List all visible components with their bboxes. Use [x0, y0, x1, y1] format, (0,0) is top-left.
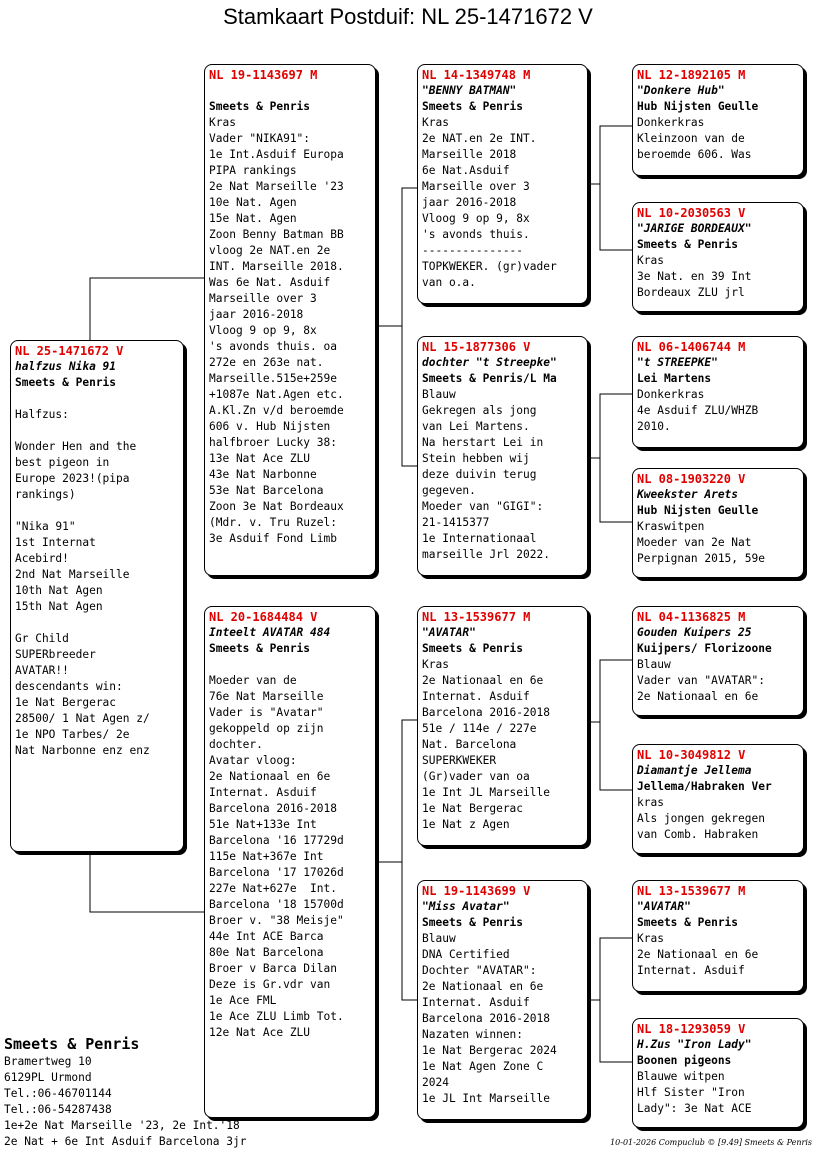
note-line: 28500/ 1 Nat Agen z/ — [15, 712, 150, 725]
note-line: 44e Int ACE Barca — [209, 930, 324, 943]
pigeon-notes — [637, 253, 799, 301]
note-line: Moeder van 2e Nat — [637, 536, 752, 549]
note-line: 80e Nat Barcelona — [209, 946, 324, 959]
pigeon-owner: Boonen pigeons — [637, 1054, 732, 1067]
note-line: 2010. — [637, 420, 671, 433]
pigeon-owner: Smeets & Penris — [422, 916, 524, 929]
pigeon-notes — [637, 519, 799, 567]
note-line: 10th Nat Agen — [15, 584, 103, 597]
pigeon-notes — [637, 657, 799, 705]
pigeon-notes — [422, 657, 583, 833]
pigeon-name: "Miss Avatar" — [422, 900, 510, 913]
pigeon-notes — [422, 387, 583, 563]
note-line: Halfzus: — [15, 408, 69, 421]
ring-number: NL 15-1877306 V — [422, 340, 531, 354]
note-line: Donkerkras — [637, 388, 705, 401]
note-line: jaar 2016-2018 — [422, 196, 517, 209]
note-line: Nat. Barcelona — [422, 738, 517, 751]
note-line: 53e Nat Barcelona — [209, 484, 324, 497]
note-line: van o.a. — [422, 276, 476, 289]
pigeon-card-ggp-3[interactable] — [632, 336, 804, 448]
note-line: Lady": 3e Nat ACE — [637, 1102, 752, 1115]
pigeon-notes — [15, 391, 179, 759]
pigeon-owner: Lei Martens — [637, 372, 712, 385]
breeder-phone-1: Tel.:06-46701144 — [4, 1087, 112, 1100]
note-line: 227e Nat+627e Int. — [209, 882, 337, 895]
note-line: Deze is Gr.vdr van — [209, 978, 331, 991]
note-line: Broer v Barca Dilan — [209, 962, 337, 975]
note-line: +1087e Nat.Agen etc. — [209, 388, 344, 401]
note-line: Avatar vloog: — [209, 754, 297, 767]
pigeon-card-sire-dam[interactable] — [417, 336, 588, 576]
pigeon-notes — [209, 115, 371, 547]
ring-number: NL 10-2030563 V — [637, 206, 746, 220]
breeder-result-1: 1e+2e Nat Marseille '23, 2e Int.'18 — [4, 1119, 240, 1132]
note-line — [15, 615, 179, 631]
pigeon-name: "AVATAR" — [422, 626, 476, 639]
note-line: Als jongen gekregen — [637, 812, 765, 825]
ring-number: NL 04-1136825 M — [637, 610, 746, 624]
note-line: 1st Internat — [15, 536, 96, 549]
note-line: AVATAR!! — [15, 664, 69, 677]
pigeon-owner: Hub Nijsten Geulle — [637, 504, 759, 517]
pigeon-card-ggp-2[interactable] — [632, 202, 804, 312]
note-line: Was 6e Nat. Asduif — [209, 276, 331, 289]
ring-number: NL 19-1143697 M — [209, 68, 318, 82]
note-line: van Lei Martens. — [422, 420, 530, 433]
note-line: 1e Ace ZLU Limb Tot. — [209, 1010, 344, 1023]
note-line: Blauwe witpen — [637, 1070, 725, 1083]
note-line: deze duivin terug — [422, 468, 537, 481]
note-line: Kras — [209, 116, 236, 129]
note-line: 2e Nationaal en 6e — [637, 948, 759, 961]
pigeon-owner: Smeets & Penris — [637, 238, 739, 251]
note-line: 21-1415377 — [422, 516, 490, 529]
note-line: 51e / 114e / 227e — [422, 722, 537, 735]
note-line: Kras — [637, 932, 664, 945]
ring-number: NL 06-1406744 M — [637, 340, 746, 354]
note-line: 6e Nat.Asduif — [422, 164, 510, 177]
note-line: Dochter "AVATAR": — [422, 964, 537, 977]
note-line: Bordeaux ZLU jrl — [637, 286, 745, 299]
ring-number: NL 13-1539677 M — [422, 610, 531, 624]
note-line: Internat. Asduif — [637, 964, 745, 977]
pigeon-name: "AVATAR" — [637, 900, 691, 913]
note-line: rankings) — [15, 488, 76, 501]
note-line: 1e Nat Bergerac 2024 — [422, 1044, 557, 1057]
note-line: Perpignan 2015, 59e — [637, 552, 765, 565]
pigeon-card-ggp-5[interactable] — [632, 606, 804, 716]
note-line: Kras — [422, 658, 449, 671]
pigeon-name: Inteelt AVATAR 484 — [209, 626, 331, 639]
pigeon-notes — [637, 115, 799, 163]
note-line: SUPERKWEKER — [422, 754, 497, 767]
note-line: 115e Nat+367e Int — [209, 850, 324, 863]
pigeon-card-ggp-1[interactable] — [632, 64, 804, 176]
pigeon-owner: Kuijpers/ Florizoone — [637, 642, 772, 655]
note-line: (Mdr. v. Tru Ruzel: — [209, 516, 337, 529]
note-line: 's avonds thuis. oa — [209, 340, 337, 353]
note-line: PIPA rankings — [209, 164, 297, 177]
note-line: Internat. Asduif — [422, 996, 530, 1009]
note-line: 12e Nat Ace ZLU — [209, 1026, 311, 1039]
note-line: 3e Nat. en 39 Int — [637, 270, 752, 283]
note-line: Na herstart Lei in — [422, 436, 544, 449]
note-line: Gr Child — [15, 632, 69, 645]
note-line: 1e Nat Bergerac — [15, 696, 117, 709]
note-line: gegeven. — [422, 484, 476, 497]
note-line: descendants win: — [15, 680, 123, 693]
note-line: 606 v. Hub Nijsten — [209, 420, 331, 433]
note-line: Barcelona 2016-2018 — [209, 802, 337, 815]
note-line: Zoon 3e Nat Bordeaux — [209, 500, 344, 513]
note-line: Barcelona 2016-2018 — [422, 1012, 550, 1025]
note-line: dochter. — [209, 738, 263, 751]
pigeon-notes — [637, 931, 799, 979]
ring-number: NL 08-1903220 V — [637, 472, 746, 486]
pigeon-card-dam-sire[interactable] — [417, 606, 588, 846]
note-line: 15e Nat. Agen — [209, 212, 297, 225]
pigeon-owner: Smeets & Penris — [15, 376, 117, 389]
note-line: Marseille.515e+259e — [209, 372, 337, 385]
pigeon-card-sire-sire[interactable] — [417, 64, 588, 304]
note-line: Gekregen als jong — [422, 404, 537, 417]
pigeon-notes — [637, 1069, 799, 1117]
note-line: 2e Nat Marseille '23 — [209, 180, 344, 193]
pigeon-name: halfzus Nika 91 — [15, 360, 117, 373]
ring-number: NL 13-1539677 M — [637, 884, 746, 898]
pigeon-name: "JARIGE BORDEAUX" — [637, 222, 752, 235]
note-line: halfbroer Lucky 38: — [209, 436, 337, 449]
pigeon-card-sire[interactable] — [204, 64, 376, 576]
pigeon-card-ggp-7[interactable] — [632, 880, 804, 992]
note-line: Vader "NIKA91": — [209, 132, 311, 145]
note-line: 2e Nationaal en 6e — [637, 690, 759, 703]
note-line: Kraswitpen — [637, 520, 705, 533]
note-line: 2nd Nat Marseille — [15, 568, 130, 581]
note-line: 1e JL Int Marseille — [422, 1092, 550, 1105]
note-line: 272e en 263e nat. — [209, 356, 324, 369]
note-line: Zoon Benny Batman BB — [209, 228, 344, 241]
note-line: Nazaten winnen: — [422, 1028, 524, 1041]
note-line: Barcelona 2016-2018 — [422, 706, 550, 719]
note-line — [15, 391, 179, 407]
note-line: Marseille over 3 — [209, 292, 317, 305]
note-line: 10e Nat. Agen — [209, 196, 297, 209]
pigeon-notes — [209, 657, 371, 1041]
note-line: 43e Nat Narbonne — [209, 468, 317, 481]
note-line: Nat Narbonne enz enz — [15, 744, 150, 757]
note-line: Donkerkras — [637, 116, 705, 129]
note-line: 1e Nat z Agen — [422, 818, 510, 831]
note-line: Kras — [637, 254, 664, 267]
note-line: Vloog 9 op 9, 8x — [209, 324, 317, 337]
note-line: 1e Ace FML — [209, 994, 277, 1007]
pigeon-notes — [422, 931, 583, 1107]
note-line: Kleinzoon van de — [637, 132, 745, 145]
note-line: 3e Asduif Fond Limb — [209, 532, 337, 545]
ring-number: NL 19-1143699 V — [422, 884, 531, 898]
pigeon-notes — [422, 115, 583, 291]
breeder-phone-2: Tel.:06-54287438 — [4, 1103, 112, 1116]
pigeon-owner: Smeets & Penris — [637, 916, 739, 929]
note-line: Kras — [422, 116, 449, 129]
note-line — [209, 657, 371, 673]
note-line: 2024 — [422, 1076, 449, 1089]
pigeon-card-dam-dam[interactable] — [417, 880, 588, 1120]
note-line: 2e Nationaal en 6e — [422, 980, 544, 993]
note-line: Barcelona '17 17026d — [209, 866, 344, 879]
pigeon-name: Gouden Kuipers 25 — [637, 626, 752, 639]
note-line: kras — [637, 796, 664, 809]
note-line: van Comb. Habraken — [637, 828, 759, 841]
note-line: beroemde 606. Was — [637, 148, 752, 161]
pigeon-notes — [637, 387, 799, 435]
ring-number: NL 20-1684484 V — [209, 610, 318, 624]
note-line: Hlf Sister "Iron — [637, 1086, 745, 1099]
pigeon-name: dochter "t Streepke" — [422, 356, 557, 369]
note-line: 1e NPO Tarbes/ 2e — [15, 728, 130, 741]
pigeon-name: Diamantje Jellema — [637, 764, 752, 777]
note-line: 51e Nat+133e Int — [209, 818, 317, 831]
note-line: 2e NAT.en 2e INT. — [422, 132, 537, 145]
note-line: Blauw — [422, 932, 456, 945]
pigeon-owner: Jellema/Habraken Ver — [637, 780, 772, 793]
note-line: 1e Nat Agen Zone C — [422, 1060, 544, 1073]
note-line: best pigeon in — [15, 456, 110, 469]
print-footer: 10-01-2026 Compuclub © [9.49] Smeets & Penris — [610, 1138, 812, 1147]
note-line: 's avonds thuis. — [422, 228, 530, 241]
note-line: Wonder Hen and the — [15, 440, 137, 453]
note-line: Barcelona '16 17729d — [209, 834, 344, 847]
pigeon-card-ggp-4[interactable] — [632, 468, 804, 578]
pigeon-name: "Donkere Hub" — [637, 84, 725, 97]
breeder-info — [4, 1034, 246, 1150]
note-line: TOPKWEKER. (gr)vader — [422, 260, 557, 273]
ring-number: NL 12-1892105 M — [637, 68, 746, 82]
note-line: Vader is "Avatar" — [209, 706, 324, 719]
pigeon-owner: Hub Nijsten Geulle — [637, 100, 759, 113]
note-line: marseille Jrl 2022. — [422, 548, 550, 561]
pigeon-name: "t STREEPKE" — [637, 356, 718, 369]
note-line: 13e Nat Ace ZLU — [209, 452, 311, 465]
note-line: Acebird! — [15, 552, 69, 565]
note-line: Internat. Asduif — [209, 786, 317, 799]
note-line: 4e Asduif ZLU/WHZB — [637, 404, 759, 417]
note-line: DNA Certified — [422, 948, 510, 961]
note-line: gekoppeld op zijn — [209, 722, 324, 735]
breeder-result-2: 2e Nat + 6e Int Asduif Barcelona 3jr — [4, 1135, 247, 1148]
pigeon-notes — [637, 795, 799, 843]
note-line: (Gr)vader van oa — [422, 770, 530, 783]
note-line: Vader van "AVATAR": — [637, 674, 765, 687]
pigeon-card-ggp-8[interactable] — [632, 1018, 804, 1128]
pigeon-owner: Smeets & Penris — [209, 100, 311, 113]
note-line: 15th Nat Agen — [15, 600, 103, 613]
ring-number: NL 18-1293059 V — [637, 1022, 746, 1036]
pigeon-name: Kweekster Arets — [637, 488, 739, 501]
pigeon-owner: Smeets & Penris — [422, 100, 524, 113]
pigeon-name: H.Zus "Iron Lady" — [637, 1038, 752, 1051]
breeder-city: 6129PL Urmond — [4, 1071, 92, 1084]
note-line: jaar 2016-2018 — [209, 308, 304, 321]
page-title: Stamkaart Postduif: NL 25-1471672 V — [223, 4, 593, 29]
note-line: Moeder van "GIGI": — [422, 500, 544, 513]
note-line: Moeder van de — [209, 674, 297, 687]
note-line: 1e Int JL Marseille — [422, 786, 550, 799]
note-line: 2e Nationaal en 6e — [422, 674, 544, 687]
breeder-name: Smeets & Penris — [4, 1035, 140, 1053]
pigeon-owner: Smeets & Penris — [422, 642, 524, 655]
note-line: 2e Nationaal en 6e — [209, 770, 331, 783]
note-line: Blauw — [422, 388, 456, 401]
ring-number: NL 25-1471672 V — [15, 344, 124, 358]
note-line — [15, 503, 179, 519]
pigeon-name: "BENNY BATMAN" — [422, 84, 517, 97]
note-line: Barcelona '18 15700d — [209, 898, 344, 911]
note-line: 1e Int.Asduif Europa — [209, 148, 344, 161]
pigeon-owner: Smeets & Penris/L Ma — [422, 372, 557, 385]
pigeon-card-ggp-6[interactable] — [632, 744, 804, 854]
note-line — [15, 423, 179, 439]
note-line: Vloog 9 op 9, 8x — [422, 212, 530, 225]
ring-number: NL 14-1349748 M — [422, 68, 531, 82]
note-line: SUPERbreeder — [15, 648, 96, 661]
note-line: INT. Marseille 2018. — [209, 260, 344, 273]
note-line: Internat. Asduif — [422, 690, 530, 703]
note-line: Blauw — [637, 658, 671, 671]
note-line: vloog 2e NAT.en 2e — [209, 244, 331, 257]
note-line: "Nika 91" — [15, 520, 76, 533]
note-line: 76e Nat Marseille — [209, 690, 324, 703]
note-line: 1e Internationaal — [422, 532, 537, 545]
note-line: 1e Nat Bergerac — [422, 802, 524, 815]
pigeon-owner: Smeets & Penris — [209, 642, 311, 655]
note-line: Marseille over 3 — [422, 180, 530, 193]
note-line: --------------- — [422, 244, 524, 257]
note-line: A.Kl.Zn v/d beroemde — [209, 404, 344, 417]
note-line: Europe 2023!(pipa — [15, 472, 130, 485]
note-line: Stein hebben wij — [422, 452, 530, 465]
note-line: Broer v. "38 Meisje" — [209, 914, 344, 927]
pigeon-card-subject[interactable] — [10, 340, 184, 852]
ring-number: NL 10-3049812 V — [637, 748, 746, 762]
pigeon-name — [209, 83, 371, 99]
note-line: Marseille 2018 — [422, 148, 517, 161]
breeder-address: Bramertweg 10 — [4, 1055, 92, 1068]
